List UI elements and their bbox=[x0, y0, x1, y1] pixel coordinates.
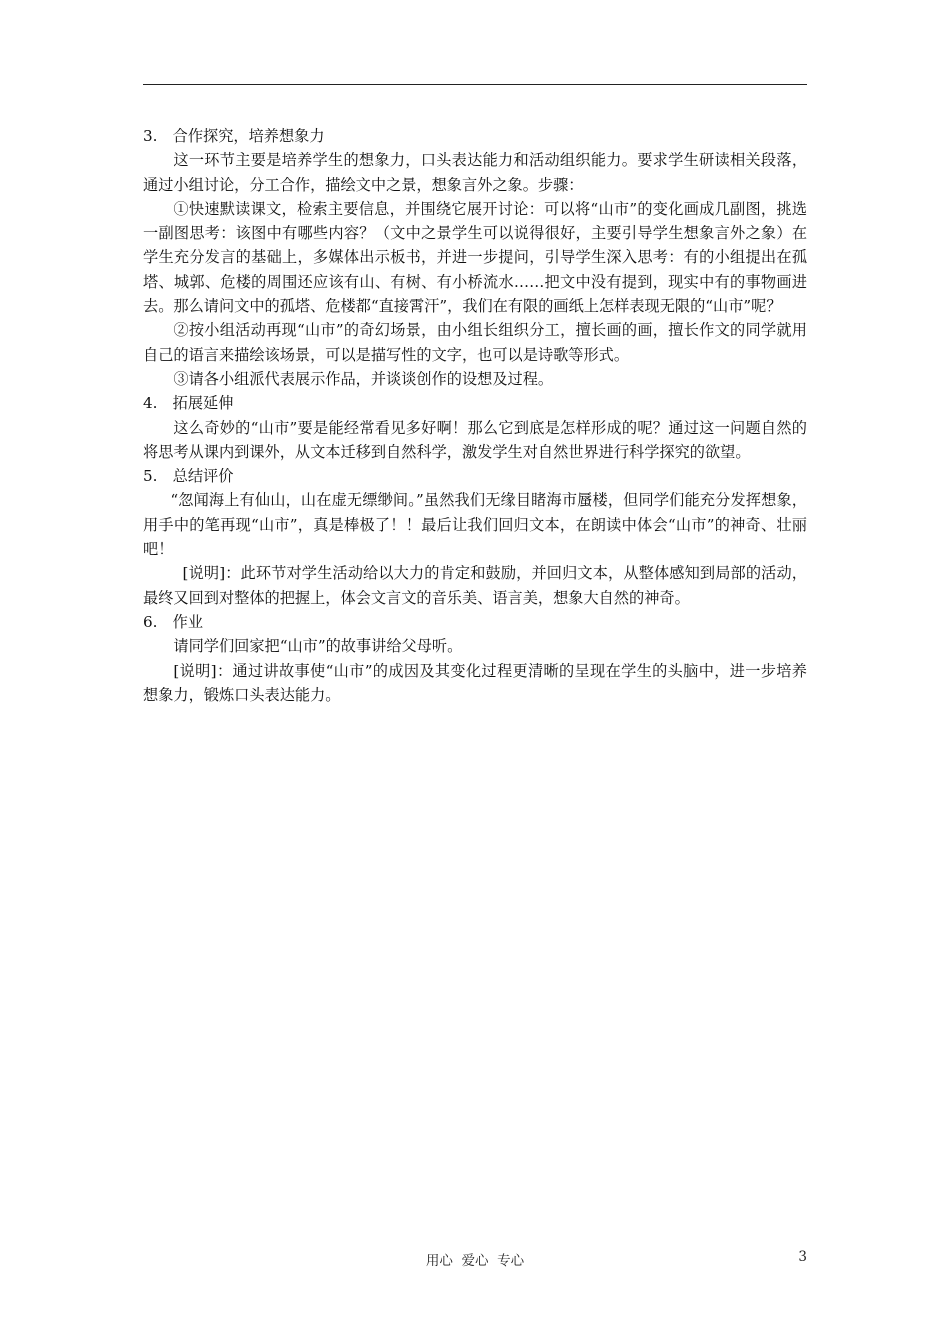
section-heading-extension: 4. 拓展延伸 bbox=[143, 394, 234, 413]
section-heading-homework: 6. 作业 bbox=[143, 612, 204, 631]
paragraph-summary: “忽闻海上有仙山，山在虚无缥缈间。”虽然我们无缘目睹海市蜃楼，但同学们能充分发挥想象，用手中的笔再现“山市”，真是棒极了！！最后让我们回归文本，在朗读中体会“山市”的神奇、壮丽吧！ bbox=[143, 491, 807, 559]
paragraph-summary-note: [说明]：此环节对学生活动给以大力的肯定和鼓励，并回归文本，从整体感知到局部的活动，最终又回到对整体的把握上，体会文言文的音乐美、语言美，想象大自然的神奇。 bbox=[143, 564, 807, 607]
paragraph-extension: 这么奇妙的“山市”要是能经常看见多好啊！那么它到底是怎样形成的呢？通过这一问题自然的将思考从课内到课外，从文本迁移到自然科学，激发学生对自然世界进行科学探究的欲望。 bbox=[143, 418, 807, 461]
paragraph-step-1: ①快速默读课文，检索主要信息，并围绕它展开讨论：可以将“山市”的变化画成几副图，挑选一副图思考：该图中有哪些内容？（文中之景学生可以说得很好，主要引导学生想象言外之象）在学生充分发言的基础上，多媒体出示板书，并进一步提问，引导学生深入思考：有的小组提出在孤塔、城郭、危楼的周围还应该有山、有树、有小桥流水……把文中没有提到，现实中有的事物画进去。那么请问文中的孤塔、危楼都“直接霄汗”，我们在有限的画纸上怎样表现无限的“山市”呢？ bbox=[143, 199, 807, 316]
paragraph-step-2: ②按小组活动再现“山市”的奇幻场景，由小组长组织分工，擅长画的画，擅长作文的同学就用自己的语言来描绘该场景，可以是描写性的文字，也可以是诗歌等形式。 bbox=[143, 321, 807, 364]
document-body bbox=[143, 124, 807, 707]
section-heading-summary: 5. 总结评价 bbox=[143, 467, 234, 486]
paragraph-homework-note: [说明]：通过讲故事使“山市”的成因及其变化过程更清晰的呈现在学生的头脑中，进一步培养想象力，锻炼口头表达能力。 bbox=[143, 661, 807, 704]
section-heading-cooperation: 3. 合作探究，培养想象力 bbox=[143, 127, 325, 145]
footer-motto: 用心 爱心 专心 bbox=[425, 1253, 525, 1269]
header-rule bbox=[143, 84, 807, 85]
paragraph-intro: 这一环节主要是培养学生的想象力，口头表达能力和活动组织能力。要求学生研读相关段落，通过小组讨论，分工合作，描绘文中之景，想象言外之象。步骤： bbox=[143, 151, 807, 194]
page-number: 3 bbox=[798, 1249, 807, 1265]
paragraph-homework: 请同学们回家把“山市”的故事讲给父母听。 bbox=[173, 637, 463, 656]
paragraph-step-3: ③请各小组派代表展示作品，并谈谈创作的设想及过程。 bbox=[173, 369, 554, 388]
